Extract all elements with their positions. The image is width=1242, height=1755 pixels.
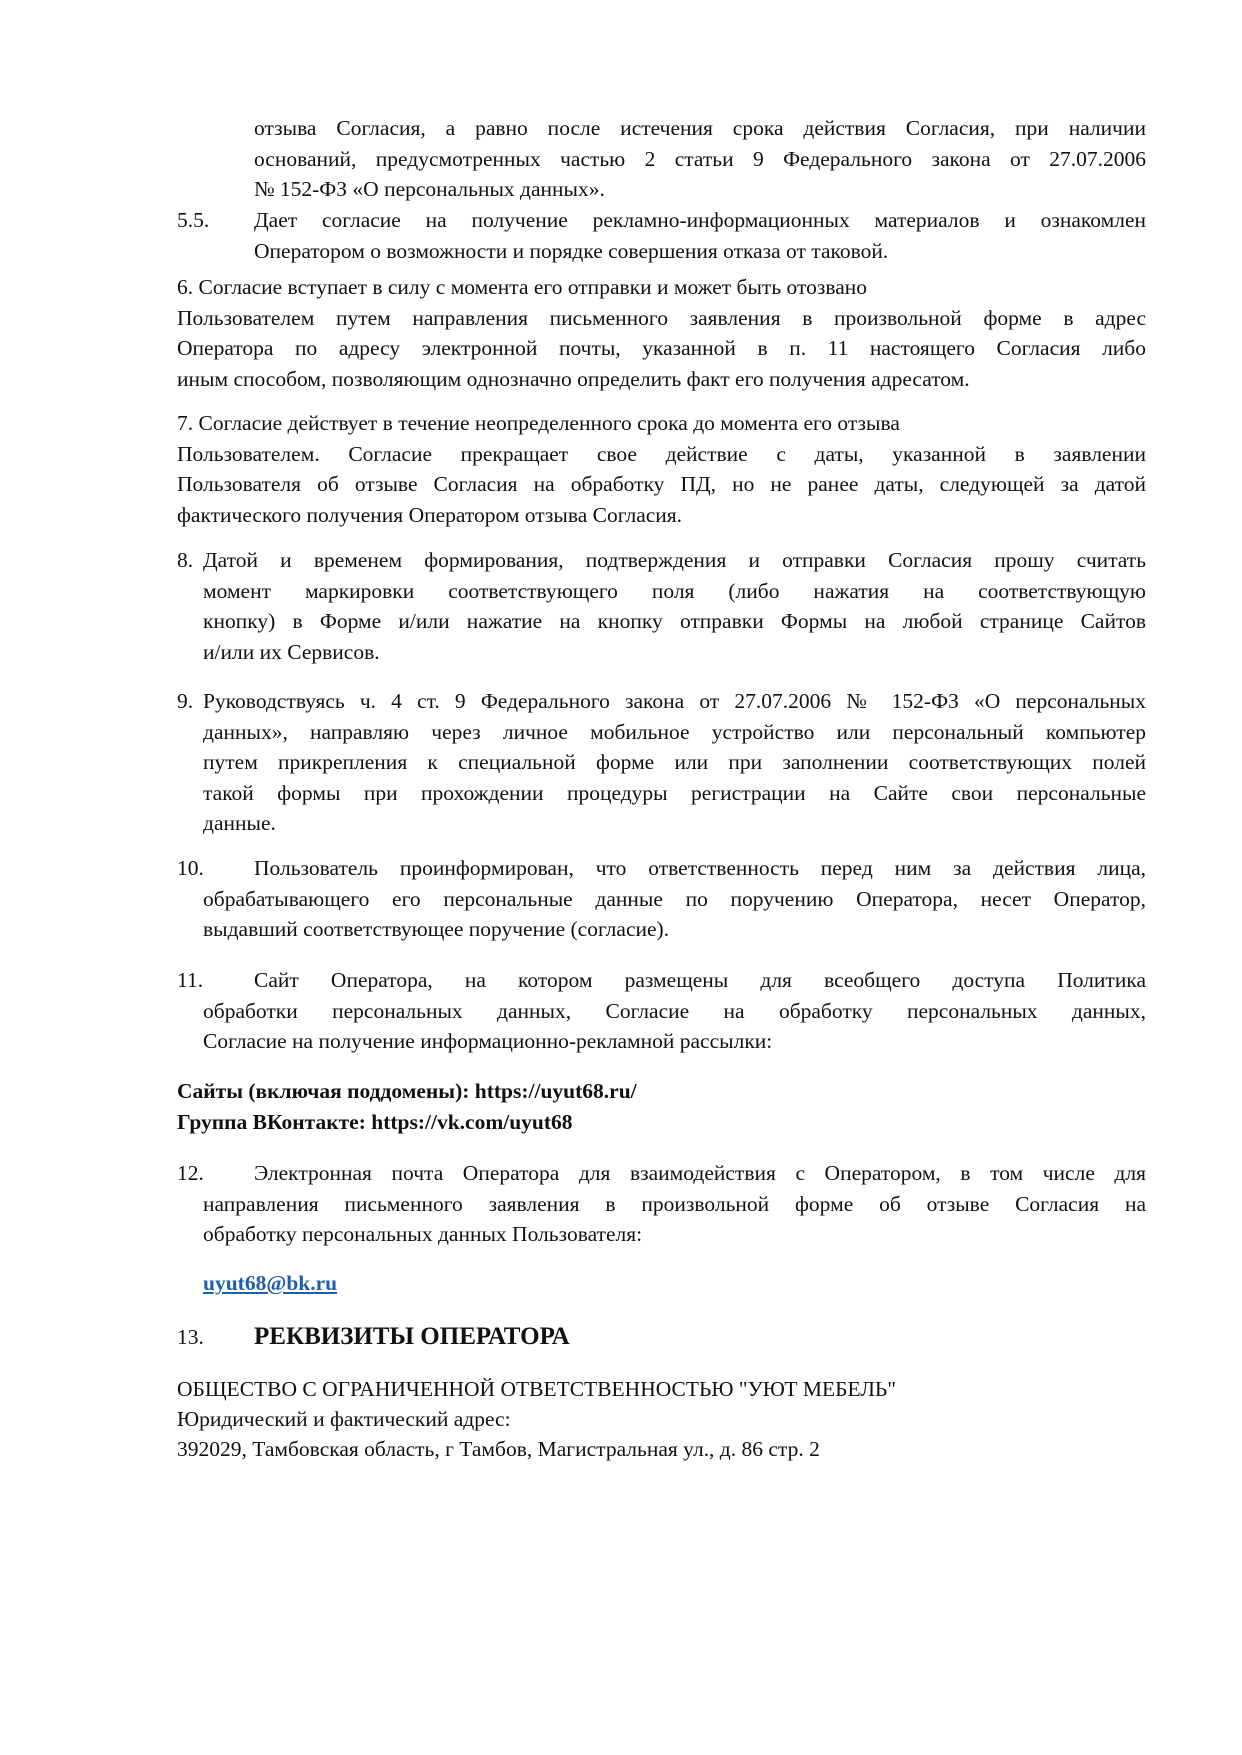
email-block <box>177 1268 1146 1299</box>
text-line: оснований, предусмотренных частью 2 статьи 9 Федерального закона от 27.07.2006 <box>254 146 1146 171</box>
sites-block <box>177 1076 1146 1137</box>
vk-group-link-text[interactable]: Группа ВКонтакте: https://vk.com/uyut68 <box>177 1109 573 1134</box>
paragraph-5-5 <box>177 205 1146 266</box>
paragraph-text <box>203 853 1146 945</box>
website-link-text[interactable]: Сайты (включая поддомены): https://uyut68.ru/ <box>177 1079 637 1103</box>
text-line: обработку персональных данных Пользователя: <box>203 1222 643 1247</box>
address: 392029, Тамбовская область, г Тамбов, Магистральная ул., д. 86 стр. 2 <box>177 1437 820 1461</box>
text-line: фактического получения Оператором отзыва Согласия. <box>177 502 683 527</box>
text-line: Оператором о возможности и порядке совершения отказа от таковой. <box>254 238 889 263</box>
paragraph-row <box>177 545 1146 667</box>
text-line: такой формы при прохождении процедуры регистрации на Сайте свои персональные <box>203 780 1146 805</box>
paragraph-5-4-continuation <box>177 113 1146 205</box>
text-line: Пользователь проинформирован, что ответственность перед ним за действия лица, <box>254 856 1146 880</box>
paragraph-row <box>177 686 1146 839</box>
paragraph-13 <box>177 1322 1146 1353</box>
paragraph-8 <box>177 545 1146 667</box>
text-line: Руководствуясь ч. 4 ст. 9 Федерального закона от 27.07.2006 № 152-ФЗ «О персональных <box>203 689 1146 713</box>
text-line: Датой и временем формирования, подтверждения и отправки Согласия прошу считать <box>203 548 1146 572</box>
paragraph-number: 8. <box>177 548 194 572</box>
text-line: данные. <box>203 811 276 836</box>
text-line: кнопку) в Форме и/или нажатие на кнопку отправки Формы на любой странице Сайтов <box>203 609 1146 634</box>
paragraph-9 <box>177 686 1146 839</box>
paragraph-text <box>254 205 1146 266</box>
text-line: Дает согласие на получение рекламно-информационных материалов и ознакомлен <box>254 208 1146 232</box>
text-line: Пользователя об отзыве Согласия на обработку ПД, но не ранее даты, следующей за датой <box>177 472 1146 497</box>
paragraph-text <box>203 545 1146 667</box>
paragraph-row <box>177 965 1146 1057</box>
paragraph-12 <box>177 1158 1146 1250</box>
section-heading: РЕКВИЗИТЫ ОПЕРАТОРА <box>254 1323 570 1350</box>
paragraph-10 <box>177 853 1146 945</box>
text-line: направления письменного заявления в произвольной форме об отзыве Согласия на <box>203 1191 1146 1216</box>
paragraph-row <box>177 853 1146 945</box>
paragraph-6 <box>177 272 1146 394</box>
email-link[interactable]: uyut68@bk.ru <box>203 1271 338 1295</box>
paragraph-text <box>203 686 1146 839</box>
paragraph-number: 9. <box>177 689 194 713</box>
text-line: момент маркировки соответствующего поля (либо нажатия на соответствующую <box>203 578 1146 603</box>
text-line: Оператора по адресу электронной почты, указанной в п. 11 настоящего Согласия либо <box>177 336 1146 361</box>
paragraph-11 <box>177 965 1146 1057</box>
address-label: Юридический и фактический адрес: <box>177 1407 511 1431</box>
text-line: Пользователем путем направления письменного заявления в произвольной форме в адрес <box>177 305 1146 330</box>
paragraph-7 <box>177 408 1146 530</box>
text-line: иным способом, позволяющим однозначно определить факт его получения адресатом. <box>177 366 970 391</box>
text-line: Пользователем. Согласие прекращает свое действие с даты, указанной в заявлении <box>177 441 1146 466</box>
text-line: Сайт Оператора, на котором размещены для всеобщего доступа Политика <box>254 968 1146 992</box>
paragraph-text <box>203 965 1146 1057</box>
paragraph-number: 11. <box>177 968 204 992</box>
paragraph-number: 5.5. <box>177 208 210 232</box>
text-line: Электронная почта Оператора для взаимодействия с Оператором, в том числе для <box>254 1161 1146 1185</box>
paragraph-row <box>177 205 1146 266</box>
paragraph-row <box>177 1322 1146 1353</box>
text-line: 6. Согласие вступает в силу с момента его отправки и может быть отозвано <box>177 275 867 299</box>
text-line: путем прикрепления к специальной форме или при заполнении соответствующих полей <box>203 750 1146 775</box>
requisites-block <box>177 1374 1146 1464</box>
paragraph-number: 12. <box>177 1161 204 1185</box>
text-line: Согласие на получение информационно-рекламной рассылки: <box>203 1029 773 1054</box>
text-line: 7. Согласие действует в течение неопределенного срока до момента его отзыва <box>177 411 900 435</box>
company-name: ОБЩЕСТВО С ОГРАНИЧЕННОЙ ОТВЕТСТВЕННОСТЬЮ "УЮТ МЕБЕЛЬ" <box>177 1377 897 1401</box>
text-line: № 152-ФЗ «О персональных данных». <box>254 177 605 202</box>
text-line: отзыва Согласия, а равно после истечения срока действия Согласия, при наличии <box>254 116 1146 140</box>
text-line: выдавший соответствующее поручение (согласие). <box>203 917 670 942</box>
text-line: обрабатывающего его персональные данные по поручению Оператора, несет Оператор, <box>203 886 1146 911</box>
paragraph-text <box>203 1158 1146 1250</box>
text-line: данных», направляю через личное мобильное устройство или персональный компьютер <box>203 719 1146 744</box>
paragraph-number: 13. <box>177 1325 204 1349</box>
paragraph-number: 10. <box>177 856 204 880</box>
text-line: обработки персональных данных, Согласие на обработку персональных данных, <box>203 998 1146 1023</box>
paragraph-row <box>177 1158 1146 1250</box>
text-line: и/или их Сервисов. <box>203 639 380 664</box>
